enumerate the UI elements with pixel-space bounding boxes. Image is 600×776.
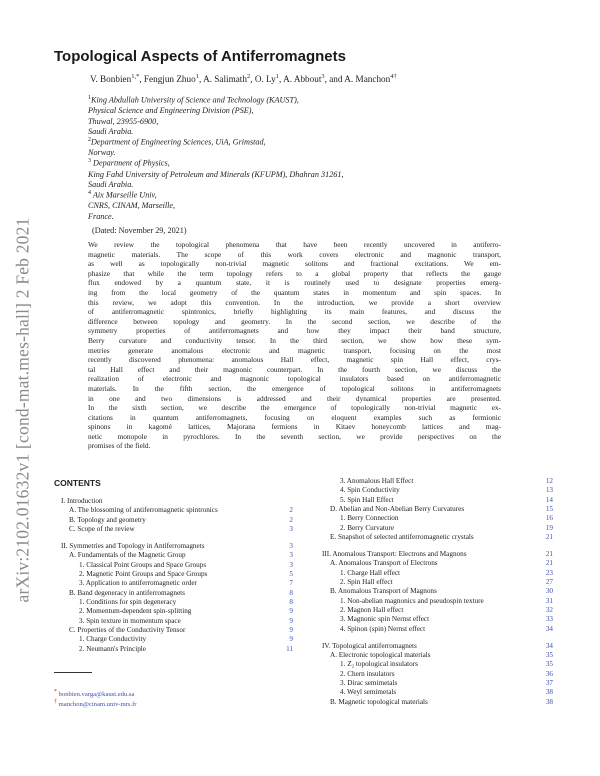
author-affiliation-mark: 1,* [131,73,140,80]
toc-page-number[interactable]: 11 [286,644,293,653]
author-name: Fengjun Zhuo [143,74,196,85]
abstract-line: materials. In the fifth section, the emergence of topological solitons in antiferromagnets [88,383,501,393]
toc-entry[interactable]: II. Symmetries and Topology in Antiferromagnets [61,541,205,550]
affiliation-text: Physical Science and Engineering Division (PSE), [88,106,254,116]
toc-entry[interactable]: C. Properties of the Conductivity Tensor [69,626,186,635]
author-separator: , and [324,74,345,85]
toc-entry[interactable]: 2. Magnetic Point Groups and Space Groups [79,569,208,578]
toc-page-number[interactable]: 3 [289,551,293,560]
toc-entry[interactable]: 4. Spin Conductivity [340,486,400,495]
author-name: A. Abbout [283,74,322,85]
abstract-line: spinons in kagomé lattices, Majorana fermions in Kitaev honeycomb lattices and mag- [88,422,501,432]
affiliation-line [88,188,175,201]
toc-page-number[interactable]: 21 [545,549,553,558]
toc-entry[interactable]: A. The blossoming of antiferromagnetic spintronics [69,506,218,515]
abstract-line: magnetic materials. The scope of this work covers electronic and magnonic transport, [88,249,501,259]
toc-page-number[interactable]: 8 [289,598,293,606]
affiliation-text: France. [88,211,114,221]
toc-entry[interactable]: III. Anomalous Transport: Electrons and Magnons [322,549,467,558]
author-separator: , [250,74,255,85]
toc-page-number[interactable]: 16 [545,514,553,523]
abstract-line: symmetry properties of antiferromagnets and how they impact their band structure, [88,326,501,336]
toc-page-number[interactable]: 9 [289,616,293,625]
abstract-line: flux endowed by a quantum state, it is routinely used to designate properties emerg- [88,278,501,288]
dated-line: (Dated: November 29, 2021) [92,226,187,235]
toc-entry[interactable]: 3. Anomalous Hall Effect [340,477,414,485]
toc-entry[interactable]: B. Topology and geometry [69,515,146,524]
affiliation-text: Department of Engineering Sciences, UiA, Grimstad, [91,137,266,147]
affiliation-block [88,135,266,159]
toc-entry[interactable]: 1. Charge Hall effect [340,568,401,577]
author-affiliation-mark: 2 [246,73,251,80]
affiliation-number: 3 [88,158,91,165]
toc-page-number[interactable]: 27 [545,578,553,586]
toc-entry[interactable]: 1. Berry Connection [340,514,399,523]
toc-page-number[interactable]: 14 [545,495,553,504]
affiliation-block [88,156,344,190]
abstract-line: in one and two dimensions is addressed and their dynamical properties are presented. [88,393,501,403]
toc-entry[interactable]: 1. Z₂ topological insulators [340,660,418,669]
toc-page-number[interactable]: 3 [289,525,293,534]
author-separator: , [279,74,284,85]
footnote [54,699,137,708]
toc-page-number[interactable]: 30 [545,587,553,596]
toc-page-number[interactable]: 3 [289,541,293,550]
toc-page-number[interactable]: 34 [545,641,553,650]
toc-page-number[interactable]: 7 [289,579,293,588]
toc-page-number[interactable]: 3 [289,560,293,569]
abstract-line: of antiferromagnetic spintronics, briefly highlighting its main features, and discuss the [88,307,501,317]
author-separator: , [139,74,144,85]
abstract-line: phasize that while the term topology refers to a global property that reflects the gauge [88,268,501,278]
author-name: A. Salimath [203,74,247,85]
affiliation-text: King Abdullah University of Science and Technology (KAUST), [91,95,299,105]
footnote-mark: † [54,699,57,705]
toc-entry[interactable]: 4. Spinon (spin) Nernst effect [340,624,426,633]
arxiv-identifier: arXiv:2102.01632v1 [cond-mat.mes-hall] 2 Feb 2021 [12,217,33,603]
toc-page-number[interactable]: 12 [545,477,553,485]
toc-page-number[interactable]: 13 [545,486,553,495]
toc-entry[interactable]: 1. Classical Point Groups and Space Groups [79,560,207,569]
affiliation-line [88,201,175,212]
affiliation-text: Saudi Arabia. [88,127,134,137]
abstract-line: tal Hall effect and their magnonic counterpart. In the fourth section, we discuss the [88,364,501,374]
affiliation-line [88,93,299,106]
toc-page-number[interactable]: 35 [545,650,553,659]
toc-page-number[interactable]: 32 [545,606,553,615]
toc-entry[interactable]: B. Magnetic topological materials [330,697,428,706]
toc-entry[interactable]: 2. Spin Hall effect [340,578,393,586]
abstract [88,240,501,451]
toc-page-number[interactable]: 38 [545,688,553,697]
toc-entry[interactable]: I. Introduction [61,497,103,505]
author-name: A. Manchon [344,74,391,85]
toc-page-number[interactable]: 34 [545,624,553,633]
affiliation-line [88,170,344,181]
abstract-line: citations in quantum antiferromagnets, focusing on eloquent examples such as fermionic [88,412,501,422]
toc-page-number[interactable]: 9 [289,635,293,644]
toc-page-number[interactable]: 9 [289,607,293,616]
toc-entry[interactable]: B. Band degeneracy in antiferromagnets [69,588,185,597]
toc-page-number[interactable]: 38 [545,697,553,706]
affiliation-block [88,93,299,138]
author-name: O. Ly [254,74,276,85]
abstract-line: ing from the local geometry of the quantum states in momentum and spin spaces. In [88,287,501,297]
toc-entry[interactable]: E. Snapshot of selected antiferromagnetic crystals [330,533,474,542]
abstract-line: Berry curvature and conductivity tensor. In the third section, we show how these sym- [88,335,501,345]
affiliation-number: 2 [88,137,91,144]
affiliation-line [88,212,175,223]
toc-page-number[interactable]: 2 [289,515,293,524]
abstract-line: netic monopole in pyrochlores. In the seventh section, we provide perspectives on the [88,431,501,441]
author-affiliation-mark: 1 [275,73,279,80]
toc-page-number[interactable]: 8 [289,588,293,597]
affiliation-line [88,117,299,128]
toc-entry[interactable]: 5. Spin Hall Effect [340,495,394,504]
abstract-line: this review, we adopt this convention. In the introduction, we provide a short overview [88,297,501,307]
toc-entry[interactable]: 3. Magnonic spin Nernst effect [340,615,430,624]
author-list [90,73,397,84]
abstract-line: difference between topology and geometry. In the second section, we describe of the [88,316,501,326]
toc-entry[interactable]: 2. Magnon Hall effect [340,606,404,615]
affiliation-text: CNRS, CINAM, Marseille, [88,201,176,211]
toc-entry[interactable]: 2. Chern insulators [340,669,395,678]
toc-page-number[interactable]: 2 [289,506,293,515]
toc-entry[interactable]: A. Fundamentals of the Magnetic Group [69,551,186,560]
toc-page-number[interactable]: 21 [545,533,553,542]
toc-page-number[interactable]: 15 [545,505,553,514]
toc-page-number[interactable]: 9 [289,626,293,635]
abstract-line: We review the topological phenomena that have been recently uncovered in antiferro- [88,240,501,249]
affiliation-line [88,156,344,169]
toc-page-number[interactable]: 5 [289,569,293,578]
affiliation-text: Thuwal, 23955-6900, [88,116,159,126]
affiliation-line [88,106,299,117]
toc-entry[interactable]: A. Anomalous Transport of Electrons [330,559,438,568]
abstract-line: promises of the field. [88,441,151,451]
abstract-line: In the sixth section, we describe the emergence of topologically non-trivial magnetic ex- [88,403,501,413]
toc-entry[interactable]: 2. Momentum-dependent spin-splitting [79,607,192,616]
toc-page-number[interactable]: 35 [545,660,553,669]
toc-page-number[interactable]: 36 [545,669,553,678]
affiliation-text: Department of Physics, [91,159,170,169]
affiliation-text: Saudi Arabia. [88,180,134,190]
toc-entry[interactable]: A. Electronic topological materials [330,650,431,659]
toc-entry[interactable]: 2. Berry Curvature [340,523,395,532]
affiliation-text: Aix Marseille Univ, [91,190,157,200]
toc-entry[interactable]: 4. Weyl semimetals [340,688,397,697]
toc-page-number[interactable]: 23 [545,568,553,577]
affiliation-block [88,188,175,222]
toc-entry[interactable]: 3. Spin texture in momentum space [79,616,181,625]
abstract-line: recently discovered phenomena: anomalous Hall effect, magnetic spin Hall effect, crys- [88,355,501,365]
affiliation-text: King Fahd University of Petroleum and Minerals (KFUPM), Dhahran 31261, [88,169,344,179]
footnote-email-link[interactable]: manchon@cinam.univ-mrs.fr [58,701,137,709]
author-affiliation-mark: 1 [195,73,199,80]
author-name: V. Bonbien [90,74,132,85]
toc-entry[interactable]: 3. Dirac semimetals [340,679,398,687]
toc-entry[interactable]: 1. Non-abelian magnonics and pseudospin texture [340,596,484,605]
toc-page-number[interactable]: 37 [545,679,553,687]
abstract-line: as well as topologically non-trivial magnetic solitons and fractional excitations. We em- [88,259,501,269]
abstract-line: realization of electronic and magnonic topological insulators based on antiferromagnetic [88,374,501,384]
abstract-line: metries generate anomalous electronic and magnetic transport, focusing on the most [88,345,501,355]
footnote [54,689,134,698]
arxiv-identifier-sidebar [10,175,36,645]
toc-entry[interactable]: C. Scope of the review [69,525,135,534]
paper-title: Topological Aspects of Antiferromagnets [54,48,346,65]
toc-entry[interactable]: 3. Application to antiferromagnetic order [79,579,197,588]
footnote-rule [54,672,92,673]
affiliation-number: 4 [88,190,91,197]
affiliation-line [88,135,266,148]
author-separator: , [198,74,204,85]
toc-page-number[interactable]: 21 [545,559,553,568]
toc-entry[interactable]: 1. Conditions for spin degeneracy [79,598,177,606]
affiliation-text: Norway. [88,148,116,158]
footnote-mark: * [54,689,57,695]
footnote-email-link[interactable]: bonbien.varga@kaust.edu.sa [58,691,135,699]
toc-entry[interactable]: 2. Neumann's Principle [79,644,146,653]
toc-entry[interactable]: 1. Charge Conductivity [79,635,147,644]
author-affiliation-mark: 4† [390,73,397,80]
toc-page-number[interactable]: 31 [545,596,553,605]
toc-entry[interactable]: B. Anomalous Transport of Magnons [330,587,437,596]
author-affiliation-mark: 3 [321,73,325,80]
toc-entry[interactable]: IV. Topological antiferromagnets [322,641,417,650]
toc-entry[interactable]: D. Abelian and Non-Abelian Berry Curvatures [330,505,465,514]
toc-page-number[interactable]: 33 [545,615,553,624]
affiliation-number: 1 [88,95,91,101]
toc-page-number[interactable]: 19 [545,523,553,532]
contents-heading: CONTENTS [54,478,101,488]
